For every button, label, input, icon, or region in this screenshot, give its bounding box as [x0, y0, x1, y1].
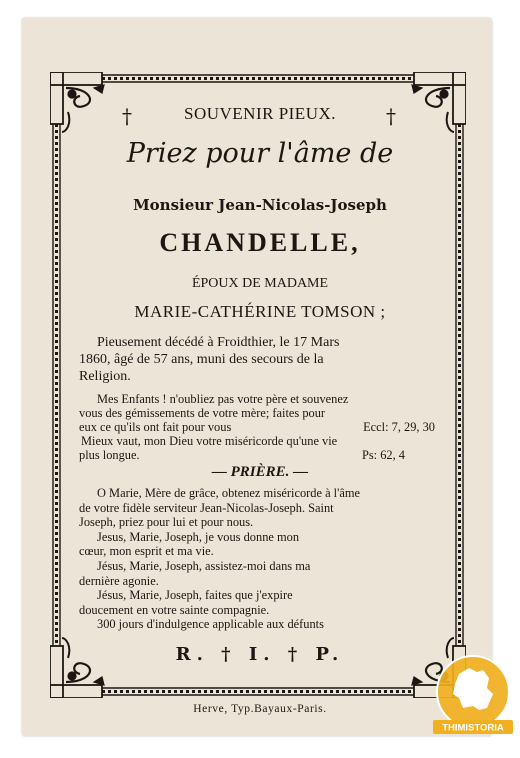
- cross-icon-right: †: [386, 104, 396, 128]
- obituary-line: Religion.: [79, 369, 131, 384]
- prayer-line: doucement en votre sainte compagnie.: [79, 602, 270, 617]
- prayer-line: O Marie, Mère de grâce, obtenez miséricorde à l'âme: [97, 486, 360, 500]
- deceased-first-names: Monsieur Jean-Nicolas-Joseph: [133, 196, 387, 214]
- card-title: SOUVENIR PIEUX.: [184, 104, 336, 123]
- prayer-line: Jésus, Marie, Joseph, faites que j'expire: [97, 588, 293, 603]
- obituary-line: Pieusement décédé à Froidthier, le 17 Mars: [97, 335, 340, 350]
- spouse-name: MARIE-CATHÉRINE TOMSON ;: [134, 302, 386, 321]
- verse-line: [79, 448, 435, 462]
- prayer-text: [79, 486, 435, 632]
- obituary-line: 1860, âgé de 57 ans, muni des secours de la: [79, 352, 324, 367]
- prayer-line: de votre fidèle serviteur Jean-Nicolas-Joseph. Saint: [79, 500, 334, 515]
- prayer-heading: — PRIÈRE. —: [211, 464, 309, 480]
- deceased-surname: CHANDELLE,: [159, 228, 361, 257]
- prayer-line: Jesus, Marie, Joseph, je vous donne mon: [97, 529, 300, 544]
- verse-text: eux ce qu'ils ont fait pour vous: [79, 420, 232, 434]
- verse-text: plus longue.: [79, 448, 140, 462]
- verse-reference: Ps: 62, 4: [361, 448, 405, 462]
- logo-text: THIMISTORIA: [442, 722, 504, 734]
- obituary-text: [79, 334, 435, 385]
- verse-line: Mes Enfants ! n'oubliez pas votre père et souvenez: [97, 392, 349, 406]
- prayer-line: 300 jours d'indulgence applicable aux défunts: [97, 617, 324, 632]
- spouse-intro: ÉPOUX DE MADAME: [191, 276, 329, 291]
- prayer-line: cœur, mon esprit et ma vie.: [79, 544, 214, 559]
- scripture-verses: [79, 392, 435, 462]
- script-heading: Priez pour l'âme de: [126, 138, 394, 169]
- verse-line: Mieux vaut, mon Dieu votre miséricorde qu'une vie: [81, 434, 338, 448]
- rip-inscription: R. † I. † P.: [175, 644, 345, 665]
- thimistoria-logo: [429, 652, 517, 752]
- prayer-line: dernière agonie.: [79, 573, 159, 588]
- verse-reference: Eccl: 7, 29, 30: [363, 420, 435, 434]
- printer-credit: Herve, Typ.Bayaux-Paris.: [193, 703, 327, 715]
- prayer-line: Joseph, priez pour lui et pour nous.: [79, 515, 254, 530]
- prayer-line: Jésus, Marie, Joseph, assistez-moi dans ma: [97, 558, 311, 573]
- verse-line: vous des gémissements de votre mère; faites pour: [79, 406, 326, 420]
- cross-icon-left: †: [122, 104, 132, 128]
- verse-line: [79, 420, 435, 434]
